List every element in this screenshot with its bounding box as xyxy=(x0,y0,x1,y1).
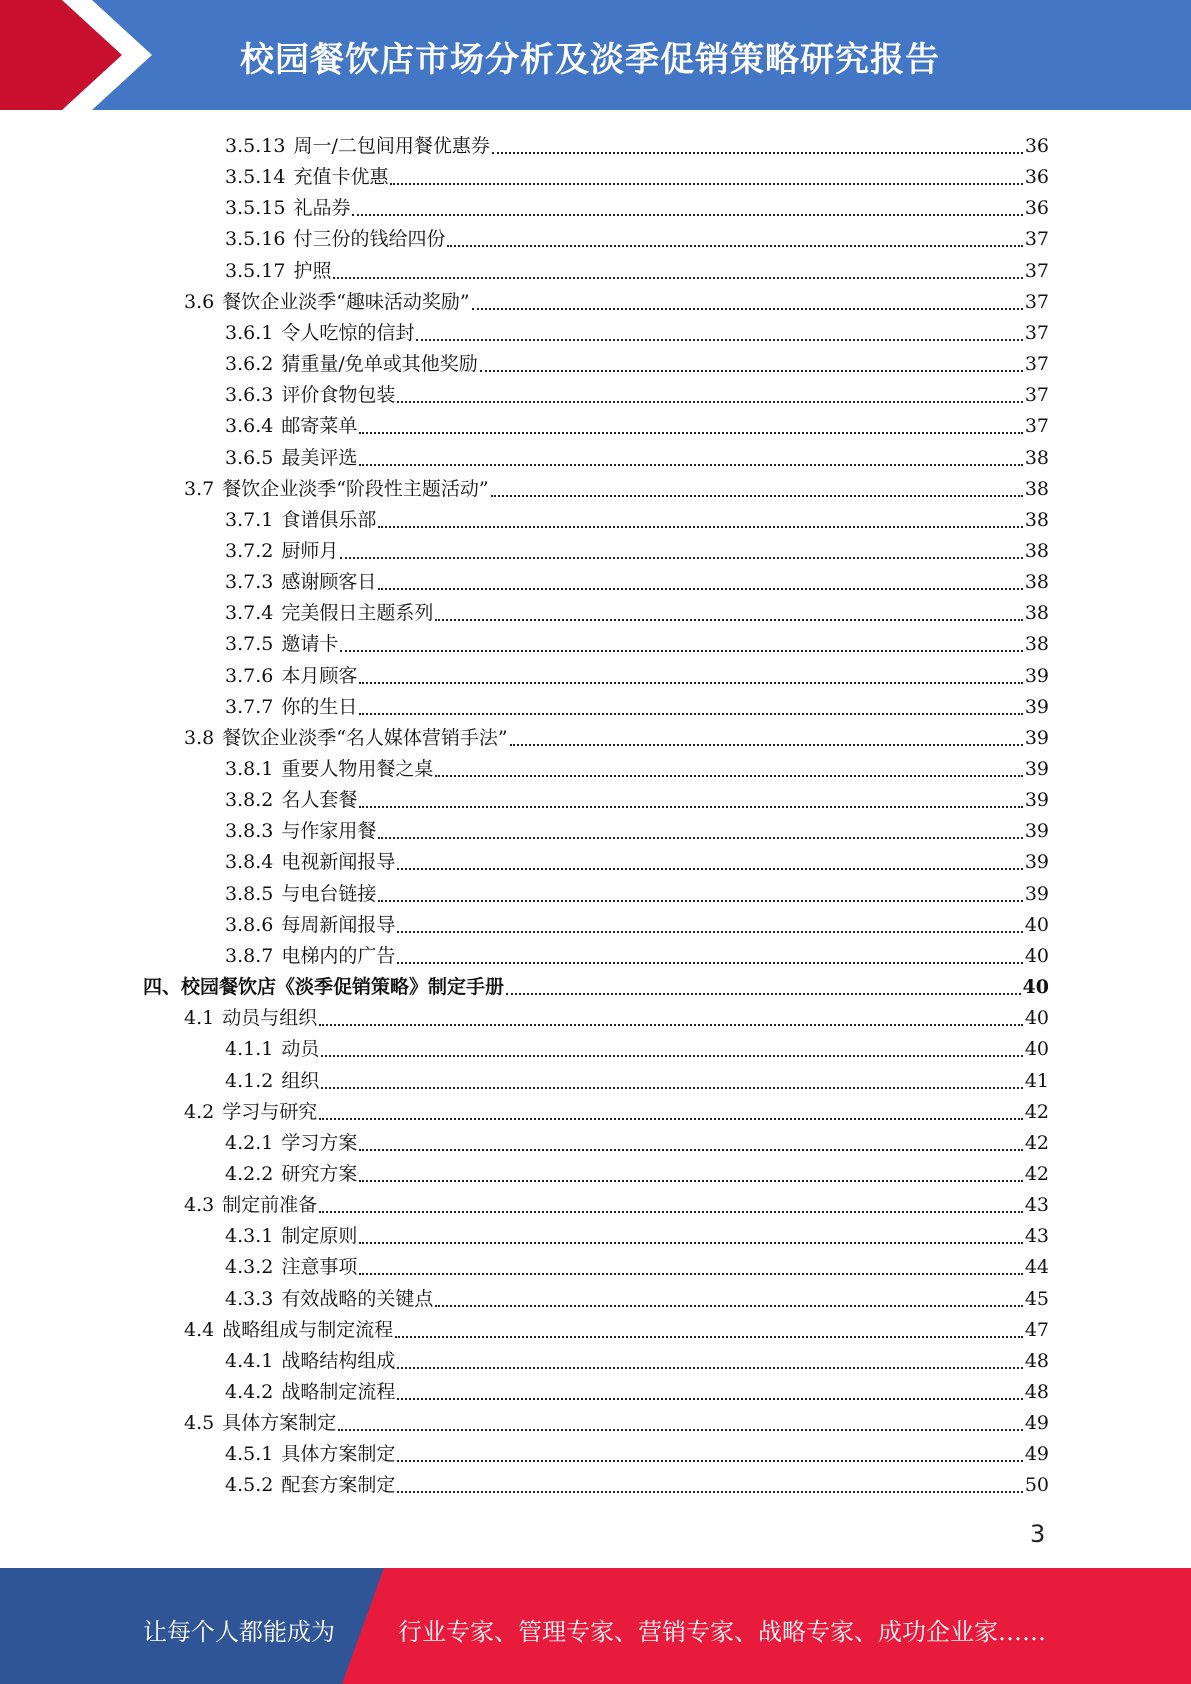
toc-dot-leader xyxy=(359,1180,1022,1182)
toc-dot-leader xyxy=(416,339,1022,341)
toc-entry-page: 36 xyxy=(1024,197,1049,220)
toc-entry-page: 39 xyxy=(1024,851,1049,874)
toc-entry[interactable] xyxy=(225,595,1049,626)
toc-entry[interactable] xyxy=(225,876,1049,907)
toc-entry-number: 3.8 xyxy=(184,726,215,749)
toc-entry-number: 3.5.15 xyxy=(225,197,286,220)
toc-entry-title: 护照 xyxy=(293,259,332,282)
toc-entry-page: 38 xyxy=(1024,602,1049,625)
toc-entry-title: 有效战略的关键点 xyxy=(281,1287,434,1310)
toc-entry-title: 具体方案制定 xyxy=(281,1443,396,1466)
toc-entry-number: 3.6.4 xyxy=(225,415,274,438)
toc-entry-page: 47 xyxy=(1024,1318,1049,1341)
toc-entry-number: 4.4.1 xyxy=(225,1349,274,1372)
toc-entry[interactable] xyxy=(225,938,1049,969)
toc-entry-number: 4.1.2 xyxy=(225,1069,274,1092)
toc-entry-number: 4.1 xyxy=(184,1007,215,1030)
toc-entry-title: 充值卡优惠 xyxy=(293,166,389,189)
toc-dot-leader xyxy=(506,993,1021,995)
toc-entry[interactable] xyxy=(184,1000,1049,1031)
toc-entry[interactable] xyxy=(225,190,1049,221)
toc-dot-leader xyxy=(480,370,1023,372)
toc-entry-page: 39 xyxy=(1024,758,1049,780)
toc-entry-title: 厨师月 xyxy=(281,539,339,562)
toc-entry-number: 4.4.2 xyxy=(225,1381,274,1403)
toc-entry-title: 电视新闻报导 xyxy=(281,851,396,874)
toc-entry-title: 动员与组织 xyxy=(222,1007,318,1030)
toc-entry-number: 3.8.3 xyxy=(225,820,274,843)
toc-entry[interactable] xyxy=(225,658,1049,689)
toc-entry-number: 4.2.1 xyxy=(225,1131,274,1154)
toc-entry[interactable] xyxy=(225,813,1049,844)
toc-entry-title: 四、校园餐饮店《淡季促销策略》制定手册 xyxy=(143,976,505,999)
toc-entry-page: 43 xyxy=(1024,1194,1049,1217)
toc-dot-leader xyxy=(340,650,1022,652)
toc-entry-number: 3.8.6 xyxy=(225,913,274,936)
toc-dot-leader xyxy=(359,682,1022,684)
toc-entry-number: 3.6.5 xyxy=(225,446,274,469)
toc-entry-page: 38 xyxy=(1024,633,1049,656)
toc-entry-title: 配套方案制定 xyxy=(281,1474,396,1497)
toc-entry[interactable] xyxy=(184,471,1049,502)
toc-dot-leader xyxy=(321,1087,1022,1089)
toc-entry-title: 周一/二包间用餐优惠券 xyxy=(293,135,490,157)
toc-dot-leader xyxy=(397,868,1022,870)
toc-dot-leader xyxy=(321,1055,1022,1057)
toc-entry[interactable] xyxy=(225,159,1049,190)
toc-entry-title: 猜重量/免单或其他奖励 xyxy=(281,353,478,376)
toc-entry-page: 49 xyxy=(1024,1443,1049,1466)
toc-dot-leader xyxy=(352,214,1022,216)
toc-entry-page: 36 xyxy=(1024,166,1049,189)
toc-entry[interactable] xyxy=(225,1467,1049,1498)
toc-dot-leader xyxy=(397,931,1022,933)
toc-entry[interactable] xyxy=(225,1281,1049,1312)
toc-entry-number: 3.7.4 xyxy=(225,602,274,625)
footer-slogan-right: 行业专家、管理专家、营销专家、战略专家、成功企业家…… xyxy=(398,1618,1046,1646)
toc-entry[interactable] xyxy=(225,1218,1049,1249)
toc-entry-title: 餐饮企业淡季“名人媒体营销手法” xyxy=(222,726,508,749)
toc-entry-page: 45 xyxy=(1024,1287,1049,1310)
toc-entry-title: 邀请卡 xyxy=(281,633,339,656)
toc-entry-number: 4.3.1 xyxy=(225,1225,274,1248)
toc-entry-title: 重要人物用餐之桌 xyxy=(281,758,434,780)
toc-entry-number: 3.6 xyxy=(184,290,215,313)
toc-entry-title: 邮寄菜单 xyxy=(281,415,358,438)
toc-entry-title: 付三份的钱给四份 xyxy=(293,228,446,251)
toc-entry-page: 49 xyxy=(1024,1412,1049,1435)
toc-dot-leader xyxy=(492,152,1023,154)
toc-entry-number: 4.5.1 xyxy=(225,1443,274,1466)
toc-dot-leader xyxy=(319,1024,1023,1026)
toc-entry-page: 39 xyxy=(1024,664,1049,687)
page-footer xyxy=(0,1568,1191,1684)
toc-entry-number: 3.5.14 xyxy=(225,166,286,189)
toc-entry-title: 本月顾客 xyxy=(281,664,358,687)
toc-entry[interactable] xyxy=(184,1187,1049,1218)
toc-entry[interactable] xyxy=(225,346,1049,377)
toc-dot-leader xyxy=(491,495,1023,497)
toc-entry-number: 4.3.3 xyxy=(225,1287,274,1310)
toc-entry-title: 与作家用餐 xyxy=(281,820,377,843)
toc-entry-number: 4.3 xyxy=(184,1194,215,1217)
toc-entry-page: 37 xyxy=(1024,384,1049,407)
toc-dot-leader xyxy=(435,775,1022,777)
toc-entry-title: 注意事项 xyxy=(281,1256,358,1279)
toc-entry-page: 42 xyxy=(1024,1162,1049,1185)
toc-dot-leader xyxy=(378,900,1022,902)
toc-entry-page: 38 xyxy=(1024,539,1049,562)
toc-entry[interactable] xyxy=(225,1436,1049,1467)
toc-entry-number: 4.1.1 xyxy=(225,1038,274,1061)
toc-entry-number: 4.5.2 xyxy=(225,1474,274,1497)
toc-entry[interactable] xyxy=(225,689,1049,720)
toc-entry[interactable] xyxy=(225,377,1049,408)
toc-entry[interactable] xyxy=(225,1249,1049,1280)
toc-entry[interactable] xyxy=(225,533,1049,564)
toc-entry-number: 4.2 xyxy=(184,1100,215,1123)
toc-entry[interactable] xyxy=(225,315,1049,346)
toc-entry[interactable] xyxy=(225,1374,1049,1405)
toc-entry-page: 44 xyxy=(1024,1256,1049,1279)
toc-entry-page: 39 xyxy=(1024,820,1049,843)
toc-entry-page: 37 xyxy=(1024,259,1049,282)
toc-dot-leader xyxy=(378,588,1022,590)
toc-entry[interactable] xyxy=(225,1063,1049,1094)
toc-entry[interactable] xyxy=(225,782,1049,813)
toc-entry-number: 3.7.6 xyxy=(225,664,274,687)
toc-entry-title: 餐饮企业淡季“趣味活动奖励” xyxy=(222,290,470,313)
toc-entry-number: 3.7.2 xyxy=(225,539,274,562)
toc-entry-page: 39 xyxy=(1024,695,1049,718)
toc-entry-number: 4.3.2 xyxy=(225,1256,274,1279)
toc-dot-leader xyxy=(378,837,1022,839)
toc-entry-title: 最美评选 xyxy=(281,446,358,469)
toc-entry[interactable] xyxy=(184,720,1049,751)
toc-entry-page: 40 xyxy=(1024,1007,1049,1030)
toc-entry-page: 36 xyxy=(1024,135,1049,157)
toc-entry[interactable] xyxy=(225,440,1049,471)
toc-dot-leader xyxy=(397,1398,1022,1400)
toc-entry-page: 41 xyxy=(1024,1069,1049,1092)
toc-entry-title: 学习方案 xyxy=(281,1131,358,1154)
toc-entry-page: 48 xyxy=(1024,1381,1049,1403)
toc-entry-title: 感谢顾客日 xyxy=(281,571,377,594)
toc-entry[interactable] xyxy=(225,1031,1049,1062)
toc-entry-number: 3.6.3 xyxy=(225,384,274,407)
toc-dot-leader xyxy=(472,308,1023,310)
toc-entry[interactable] xyxy=(225,502,1049,533)
toc-dot-leader xyxy=(390,183,1022,185)
toc-entry-title: 每周新闻报导 xyxy=(281,913,396,936)
toc-entry-number: 3.5.17 xyxy=(225,259,286,282)
toc-entry[interactable] xyxy=(225,221,1049,252)
toc-dot-leader xyxy=(397,962,1022,964)
toc-entry-title: 食谱俱乐部 xyxy=(281,508,377,531)
toc-entry-title: 电梯内的广告 xyxy=(281,944,396,967)
toc-entry-page: 39 xyxy=(1024,789,1049,812)
toc-entry-page: 37 xyxy=(1024,228,1049,251)
toc-entry-number: 3.7.1 xyxy=(225,508,274,531)
toc-entry-title: 具体方案制定 xyxy=(222,1412,337,1435)
toc-entry-title: 名人套餐 xyxy=(281,789,358,812)
toc-entry-number: 3.7 xyxy=(184,477,215,500)
toc-entry[interactable] xyxy=(225,1343,1049,1374)
toc-entry-number: 3.8.5 xyxy=(225,882,274,905)
toc-entry-number: 3.8.1 xyxy=(225,758,274,780)
toc-entry-number: 4.2.2 xyxy=(225,1162,274,1185)
toc-entry-title: 战略结构组成 xyxy=(281,1349,396,1372)
toc-dot-leader xyxy=(333,277,1022,279)
toc-entry-title: 制定原则 xyxy=(281,1225,358,1248)
toc-entry-number: 4.4 xyxy=(184,1318,215,1341)
toc-entry-number: 3.8.2 xyxy=(225,789,274,812)
toc-entry-title: 学习与研究 xyxy=(222,1100,318,1123)
toc-entry[interactable] xyxy=(225,626,1049,657)
toc-entry-number: 3.8.4 xyxy=(225,851,274,874)
toc-entry[interactable] xyxy=(184,1094,1049,1125)
toc-dot-leader xyxy=(397,1491,1022,1493)
toc-entry-page: 43 xyxy=(1024,1225,1049,1248)
toc-entry[interactable] xyxy=(143,969,1049,1000)
toc-entry[interactable] xyxy=(184,1312,1049,1343)
toc-entry[interactable] xyxy=(225,907,1049,938)
toc-dot-leader xyxy=(397,1367,1022,1369)
toc-entry-number: 3.7.5 xyxy=(225,633,274,656)
toc-dot-leader xyxy=(359,1149,1022,1151)
toc-dot-leader xyxy=(359,432,1022,434)
toc-entry[interactable] xyxy=(225,128,1049,159)
toc-entry-number: 3.7.3 xyxy=(225,571,274,594)
toc-entry[interactable] xyxy=(184,1405,1049,1436)
toc-entry-page: 38 xyxy=(1024,446,1049,469)
toc-entry-page: 38 xyxy=(1024,477,1049,500)
toc-entry-number: 3.6.2 xyxy=(225,353,274,376)
toc-dot-leader xyxy=(510,744,1023,746)
toc-entry-title: 组织 xyxy=(281,1069,320,1092)
toc-entry-title: 动员 xyxy=(281,1038,320,1061)
toc-entry-title: 餐饮企业淡季“阶段性主题活动” xyxy=(222,477,489,500)
toc-entry-page: 37 xyxy=(1024,321,1049,344)
toc-dot-leader xyxy=(319,1211,1023,1213)
toc-entry[interactable] xyxy=(225,1125,1049,1156)
toc-dot-leader xyxy=(435,1305,1022,1307)
toc-entry-page: 37 xyxy=(1024,290,1049,313)
toc-entry-title: 完美假日主题系列 xyxy=(281,602,434,625)
toc-entry-title: 战略组成与制定流程 xyxy=(222,1318,394,1341)
toc-dot-leader xyxy=(359,1273,1022,1275)
toc-dot-leader xyxy=(435,619,1022,621)
toc-dot-leader xyxy=(359,713,1022,715)
toc-entry-page: 37 xyxy=(1024,415,1049,438)
toc-dot-leader xyxy=(397,1460,1022,1462)
toc-dot-leader xyxy=(340,557,1022,559)
toc-dot-leader xyxy=(447,245,1022,247)
toc-entry-page: 48 xyxy=(1024,1349,1049,1372)
header-arrow-decoration xyxy=(0,0,160,110)
toc-entry-page: 39 xyxy=(1024,726,1049,749)
toc-entry-page: 40 xyxy=(1022,976,1049,999)
page-header xyxy=(0,0,1191,110)
toc-entry-title: 制定前准备 xyxy=(222,1194,318,1217)
toc-entry-number: 3.5.13 xyxy=(225,135,286,157)
toc-entry-page: 38 xyxy=(1024,571,1049,594)
toc-entry-page: 38 xyxy=(1024,508,1049,531)
toc-entry-page: 40 xyxy=(1024,944,1049,967)
toc-entry-number: 3.5.16 xyxy=(225,228,286,251)
toc-entry-title: 与电台链接 xyxy=(281,882,377,905)
toc-entry-page: 50 xyxy=(1024,1474,1049,1497)
toc-entry-title: 研究方案 xyxy=(281,1162,358,1185)
toc-entry-page: 37 xyxy=(1024,353,1049,376)
toc-entry-number: 3.7.7 xyxy=(225,695,274,718)
toc-entry-title: 评价食物包装 xyxy=(281,384,396,407)
toc-dot-leader xyxy=(338,1429,1023,1431)
toc-dot-leader xyxy=(395,1336,1023,1338)
toc-entry-number: 4.5 xyxy=(184,1412,215,1435)
toc-entry-page: 40 xyxy=(1024,1038,1049,1061)
toc-entry-title: 战略制定流程 xyxy=(281,1381,396,1403)
toc-entry-page: 40 xyxy=(1024,913,1049,936)
toc-dot-leader xyxy=(359,806,1022,808)
toc-dot-leader xyxy=(397,401,1022,403)
footer-slogan-left: 让每个人都能成为 xyxy=(143,1618,335,1646)
toc-entry[interactable] xyxy=(225,1156,1049,1187)
toc-entry[interactable] xyxy=(225,751,1049,782)
toc-entry-page: 39 xyxy=(1024,882,1049,905)
toc-entry-number: 3.8.7 xyxy=(225,944,274,967)
toc-entry[interactable] xyxy=(225,253,1049,284)
toc-dot-leader xyxy=(319,1118,1023,1120)
toc-entry[interactable] xyxy=(184,284,1049,315)
toc-entry[interactable] xyxy=(225,564,1049,595)
toc-entry[interactable] xyxy=(225,844,1049,875)
toc-entry-number: 3.6.1 xyxy=(225,321,274,344)
header-title: 校园餐饮店市场分析及淡季促销策略研究报告 xyxy=(240,40,940,80)
toc-entry-title: 礼品券 xyxy=(293,197,351,220)
toc-entry-page: 42 xyxy=(1024,1100,1049,1123)
page-number: 3 xyxy=(1030,1520,1046,1548)
toc-entry-title: 令人吃惊的信封 xyxy=(281,321,415,344)
toc-entry-page: 42 xyxy=(1024,1131,1049,1154)
toc-dot-leader xyxy=(378,526,1022,528)
toc-entry[interactable] xyxy=(225,408,1049,439)
toc-dot-leader xyxy=(359,464,1022,466)
toc-dot-leader xyxy=(359,1242,1022,1244)
toc-entry-title: 你的生日 xyxy=(281,695,358,718)
